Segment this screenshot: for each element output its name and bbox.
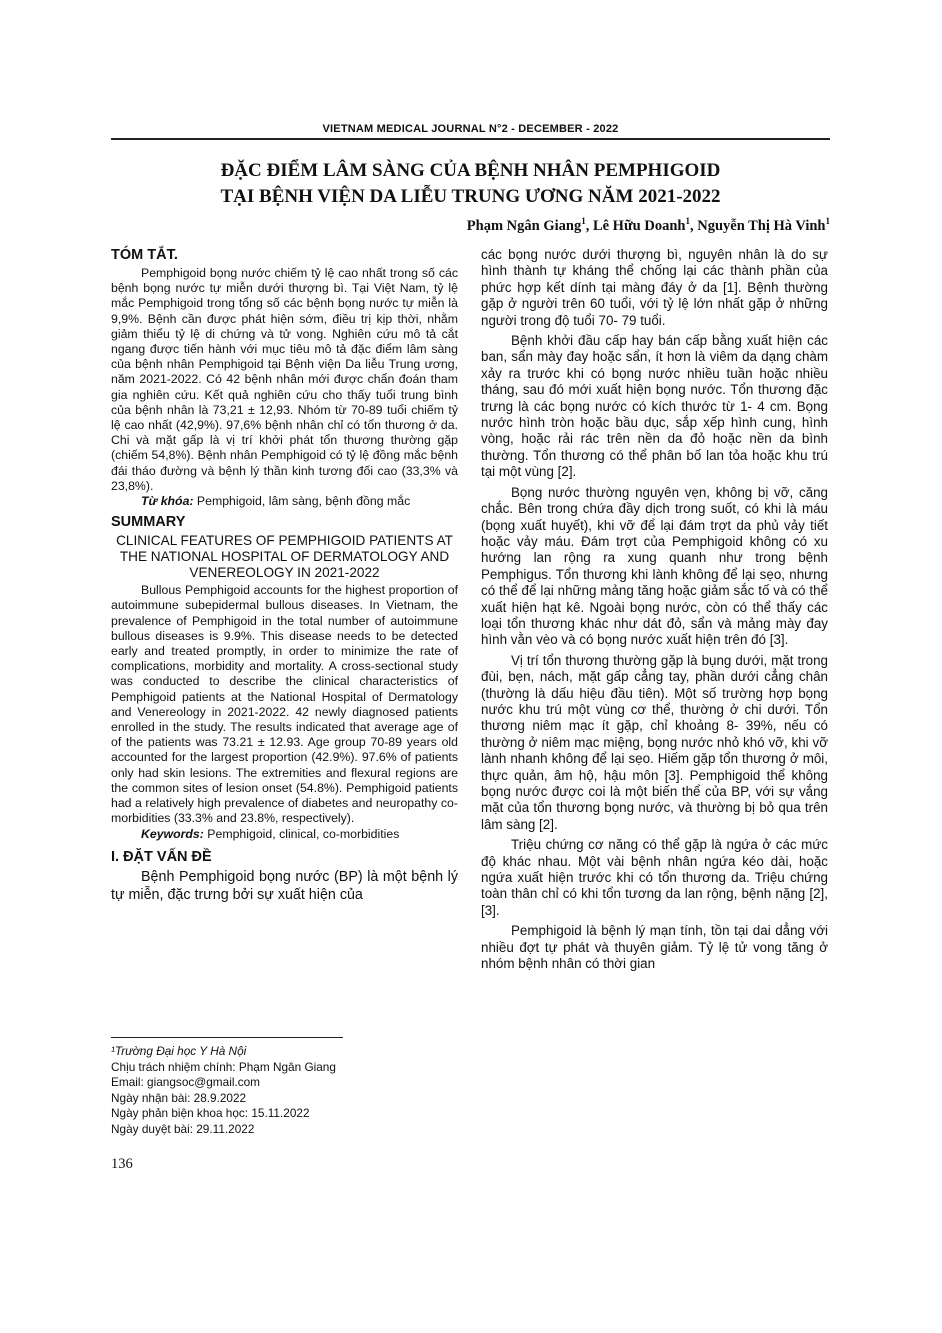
author-affiliation-mark: 1 [685,216,690,226]
abstract-vi-body: Pemphigoid bọng nước chiếm tỷ lệ cao nhất trong số các bệnh bọng nước tự miễn dưới thượng bì. Tại Việt Nam, tỷ lệ mắc Pemphigoid trong tổng số các bệnh bọng nước tự miễn là 9,9%. Bệnh cần được phát hiện sớm, điều trị kịp thời, nhằm giảm thiểu tỷ lệ di chứng và tử vong. Nghiên cứu mô tả cắt ngang được tiến hành với mục tiêu mô tả đặc điểm lâm sàng của bệnh nhân Pemphigoid tại Bệnh viện Da liễu Trung ương, năm 2021-2022. Có 42 bệnh nhân mới được chẩn đoán tham gia nghiên cứu. Kết quả nghiên cứu cho thấy tuổi trung bình của bệnh nhân là 73,21 ± 12,93. Nhóm từ 70-89 tuổi chiếm tỷ lệ cao nhất (42,9%). 97,6% bệnh nhân chỉ có tổn thương ở da. Chi và mặt gấp là vị trí khởi phát tổn thương thường gặp (chiếm 54,8%). Bệnh nhân Pemphigoid có tỷ lệ đồng mắc bệnh đái tháo đường và bệnh lý thần kinh tương đối cao (33,3% và 23,8%). [111,266,458,493]
right-column [481,247,828,976]
affiliation-note: ¹Trường Đại học Y Hà Nội [111,1044,247,1058]
footnote-rule [111,1037,343,1038]
keywords-text: Pemphigoid, lâm sàng, bệnh đồng mắc [193,494,411,509]
footnote-line: Ngày phản biện khoa học: 15.11.2022 [111,1106,310,1120]
footnote-line: Email: giangsoc@gmail.com [111,1075,261,1089]
title-line-1: ĐẶC ĐIỂM LÂM SÀNG CỦA BỆNH NHÂN PEMPHIGOID [220,160,721,181]
left-column [111,246,458,904]
running-header: VIETNAM MEDICAL JOURNAL N°2 - DECEMBER - 2022 [322,123,619,135]
author-affiliation-mark: 1 [581,216,586,226]
keywords-text: Pemphigoid, clinical, co-morbidities [203,826,400,841]
footnotes [111,1044,458,1137]
keywords-vi [111,494,458,509]
body-paragraph: Pemphigoid là bệnh lý mạn tính, tồn tại dai dẳng với nhiều đợt tự phát và thuyên giảm. Tỷ lệ tử vong tăng ở nhóm bệnh nhân có thời gian [481,923,828,972]
footnote-line: Ngày duyệt bài: 29.11.2022 [111,1121,255,1136]
footnote-line: Ngày nhận bài: 28.9.2022 [111,1090,247,1105]
author-name: Nguyễn Thị Hà Vinh [697,217,826,234]
author-list: Phạm Ngân Giang$^1$, Lê Hữu Doanh$^1$, Nguyễn Thị Hà Vinh$^1$ [466,216,830,234]
abstract-heading: TÓM TẮT. [111,247,178,263]
page-number: 136 [111,1156,133,1172]
body-paragraph: Bệnh khởi đầu cấp hay bán cấp bằng xuất hiện các ban, sẩn mày đay hoặc sẩn, ít hơn là viêm da dạng chàm xảy ra trước khi có bọng nước nhiều tuần hoặc nhiều tháng, sau đó mới xuất hiện bọng nước. Tổn thương đặc trưng là các bọng nước có kích thước từ 1- 4 cm. Bọng nước hình tròn hoặc bầu dục, sắp xếp hình cung, hình vòng, hoặc rải rác trên nền da đỏ hoặc nền da bình thường. Tổn thương có thể phân bố lan tỏa hoặc khu trú tại một vùng [2]. [481,333,828,480]
body-paragraph: Bọng nước thường nguyên vẹn, không bị vỡ, căng chắc. Bên trong chứa đầy dịch trong suốt, có khi là máu (bọng xuất huyết), khi vỡ để lại đám trợt da phủ vảy tiết hoặc vảy máu. Đám trợt của Pemphigoid không có xu hướng lan rộng ra xung quanh như trong bệnh Pemphigus. Tổn thương khi lành không để lại sẹo, nhưng có thể để lại những mảng tăng hoặc giảm sắc tố và có thể xuất hiện hạt kê. Ngoài bọng nước, còn có thể thấy các loại tổn thương khác như dát đỏ, sẩn và mảng mày đay hình vằn vèo và có bọng nước xuất hiện trên đó [3]. [481,484,828,648]
section-heading-intro: I. ĐẶT VẤN ĐỀ [111,848,212,865]
keywords-label: Keywords: [141,826,204,841]
keywords-en [111,827,458,842]
body-paragraph: các bọng nước dưới thượng bì, nguyên nhân là do sự hình thành tự kháng thể chống lại các thành phần của phức hợp kết dính tại màng đáy ở da [1]. Bệnh thường gặp ở người trên 60 tuổi, với tỷ lệ lớn nhất gặp ở những người trong độ tuổi 70- 79 tuổi. [481,247,828,328]
article-title [111,158,830,210]
summary-body: Bullous Pemphigoid accounts for the highest proportion of autoimmune subepidermal bullous diseases. In Vietnam, the prevalence of Pemphigoid in the total number of autoimmune bullous diseases is 9.9%. This disease needs to be detected early and treated promptly, in order to minimize the rate of complications, morbidity and mortality. A cross-sectional study was conducted to describe the clinical characteristics of Pemphigoid patients at the National Hospital of Dermatology and Venereology in 2021-2022. 42 newly diagnosed patients enrolled in the study. The results indicated that average age of of the patients was 73.21 ± 12.93. Age group 70-89 years old accounted for the largest proportion (42.9%). 97.6% of patients only had skin lesions. The extremities and flexural regions are the common sites of lesion onset (54.8%). Pemphigoid patients had a relatively high prevalence of diabetes and neuropathy co-morbidities (33.3% and 23.8%, respectively). [111,583,458,826]
summary-title: CLINICAL FEATURES OF PEMPHIGOID PATIENTS AT THE NATIONAL HOSPITAL OF DERMATOLOGY AND VENEREOLOGY IN 2021-2022 [116,533,453,581]
author-name: Lê Hữu Doanh [592,217,686,234]
footnote-line: Chịu trách nhiệm chính: Phạm Ngân Giang [111,1059,336,1074]
header-rule [111,138,830,140]
author-affiliation-mark: 1 [825,216,830,226]
body-paragraph: Triệu chứng cơ năng có thể gặp là ngứa ở các mức độ khác nhau. Một vài bệnh nhân ngứa kéo dài, hoặc ngứa xuất hiện trước khi có tổn thương da. Triệu chứng toàn thân chỉ có khi tổn tương da lan rộng, bệnh nặng [2], [3]. [481,837,828,918]
keywords-label: Từ khóa: [141,494,194,509]
title-line-2: TẠI BỆNH VIỆN DA LIỄU TRUNG ƯƠNG NĂM 2021-2022 [220,186,721,207]
body-paragraph: Vị trí tổn thương thường gặp là bụng dưới, mặt trong đùi, bẹn, nách, mặt gấp cẳng tay, phần dưới cẳng chân (thường là dấu hiệu đầu tiên). Một số trường hợp bọng nước khu trú một vùng cơ thể, thường ở chi dưới. Tổn thương niêm mạc ít gặp, chỉ khoảng 8- 39%, nếu có thường ở niêm mạc miệng, bọng nước nhỏ khó vỡ, khi vỡ lành nhanh không để lại sẹo. Hiếm gặp tổn thương ở môi, thực quản, âm hộ, hậu môn [3]. Pemphigoid thể không bọng nước được coi là một biến thể của BP, với sự vắng mặt của tổn thương bọng nước, và thường bị bỏ qua trên lâm sàng [2]. [481,652,828,832]
intro-paragraph: Bệnh Pemphigoid bọng nước (BP) là một bệnh lý tự miễn, đặc trưng bởi sự xuất hiện của [111,868,458,903]
author-name: Phạm Ngân Giang [466,217,582,234]
summary-heading: SUMMARY [111,514,186,531]
